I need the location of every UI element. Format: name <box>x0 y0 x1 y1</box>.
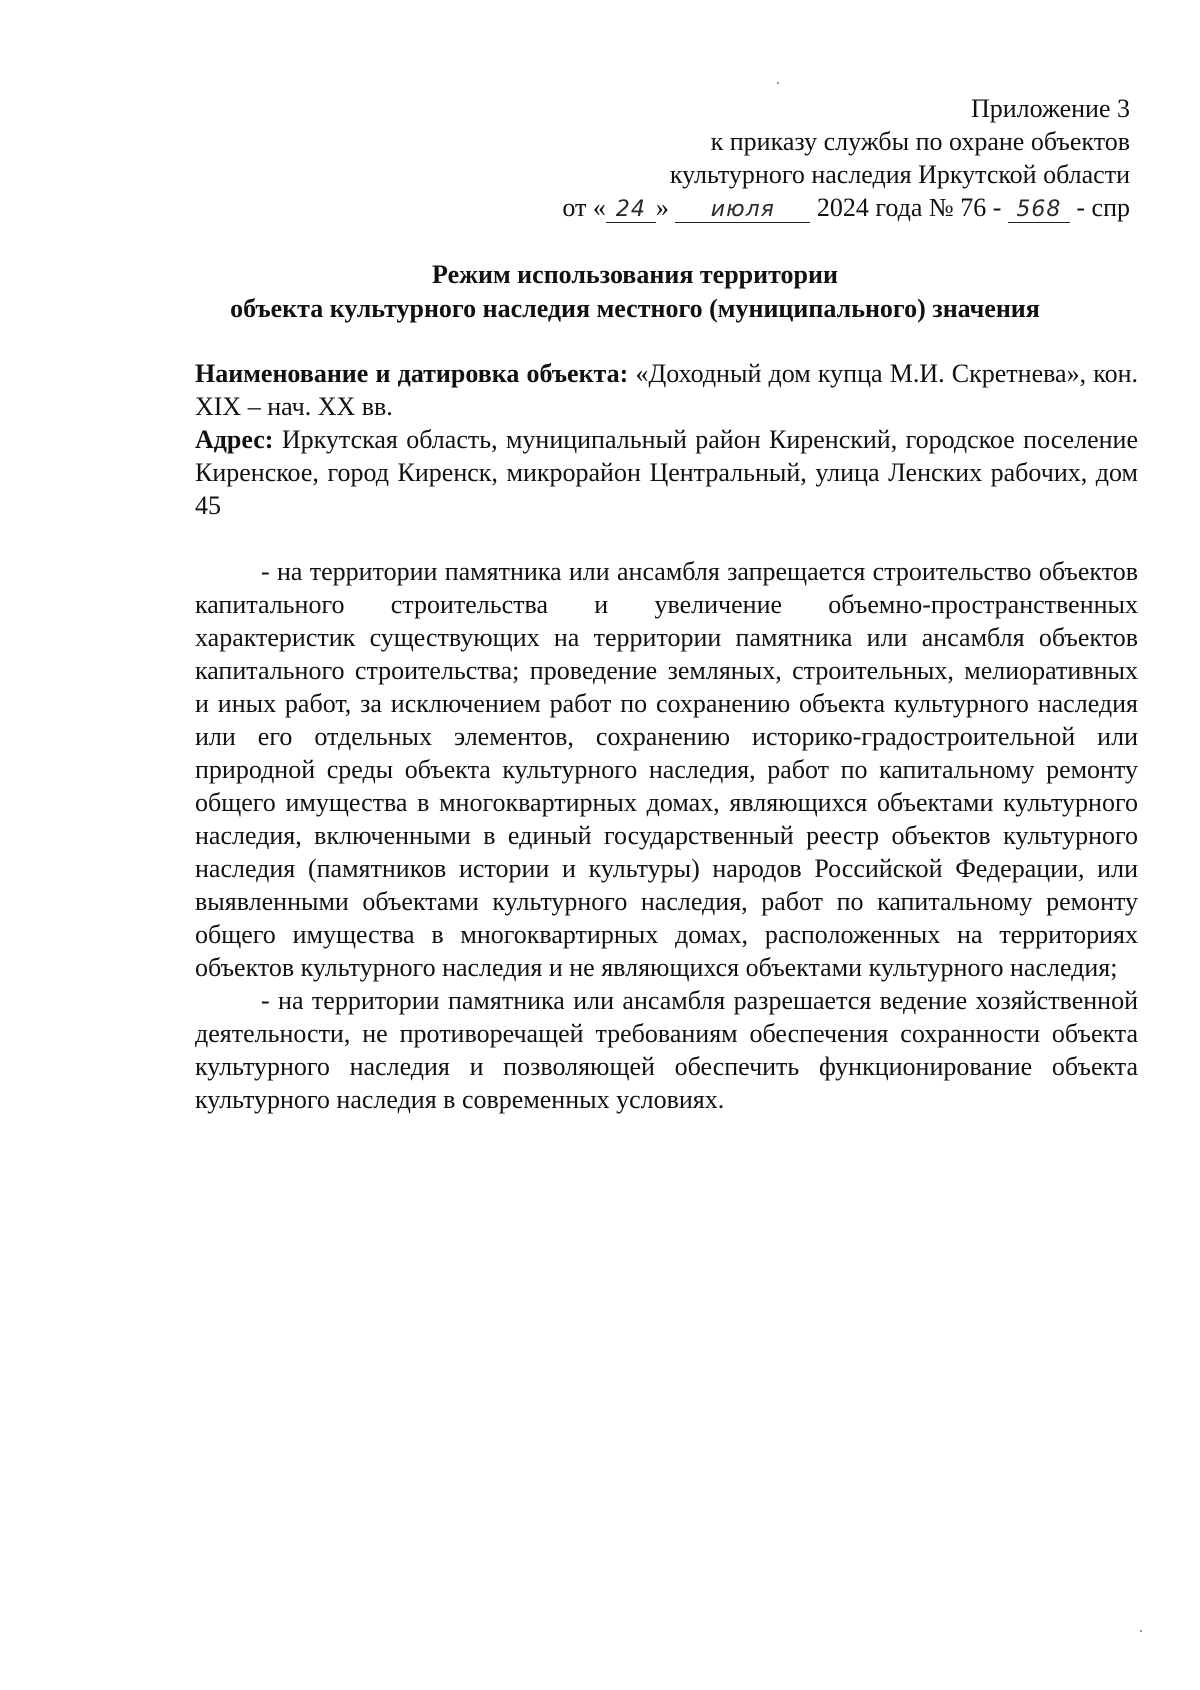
object-address-paragraph <box>195 423 1138 522</box>
order-year-number: 2024 года № 76 - <box>816 193 1002 222</box>
appendix-order-reference: к приказу службы по охране объектов <box>710 127 1130 156</box>
appendix-authority: культурного наследия Иркутской области <box>669 160 1130 189</box>
order-day-handwritten: 24 <box>606 198 656 223</box>
order-suffix: - спр <box>1076 193 1130 222</box>
spacer <box>195 522 1138 555</box>
order-prefix: от « <box>562 193 606 222</box>
scan-speck <box>1140 1630 1142 1632</box>
appendix-header <box>562 92 1130 224</box>
title-line-2: объекта культурного наследия местного (муниципального) значения <box>230 294 1040 323</box>
rule-permission: - на территории памятника или ансамбля разрешается ведение хозяйственной деятельности, не противоречащей требованиям обеспечения сохранности объекта культурного наследия и позволяющей обеспечить функционирование объекта культурного наследия в современных условиях. <box>195 986 1138 1114</box>
document-body <box>195 357 1138 1116</box>
object-address-label: Адрес: <box>195 425 274 454</box>
object-name-value: «Доходный дом купца М.И. Скретнева», кон. XIX – нач. XX вв. <box>195 359 1138 421</box>
rule-prohibition: - на территории памятника или ансамбля запрещается строительство объектов капитального строительства и увеличение объемно-пространственных характеристик существующих на территории памятника или ансамбля объектов капитального строительства; проведение земляных, строительных, мелиоративных и иных работ, за исключением работ по сохранению объекта культурного наследия или его отдельных элементов, сохранению историко-градостроительной или природной среды объекта культурного наследия, работ по капитальному ремонту общего имущества в многоквартирных домах, являющихся объектами культурного наследия, включенными в единый государственный реестр объектов культурного наследия (памятников истории и культуры) народов Российской Федерации, или выявленными объектами культурного наследия, работ по капитальному ремонту общего имущества в многоквартирных домах, расположенных на территориях объектов культурного наследия и не являющихся объектами культурного наследия; <box>195 557 1138 982</box>
order-date-line <box>562 191 1130 224</box>
object-name-paragraph <box>195 357 1138 423</box>
scan-speck <box>777 82 779 84</box>
document-title <box>180 258 1090 326</box>
order-month-handwritten: июля <box>675 198 810 223</box>
object-address-value: Иркутская область, муниципальный район Киренский, городское поселение Киренское, город Киренск, микрорайон Центральный, улица Ленских рабочих, дом 45 <box>195 425 1139 520</box>
order-quote-close: » <box>655 193 669 222</box>
appendix-title: Приложение 3 <box>970 94 1130 123</box>
title-line-1: Режим использования территории <box>432 260 838 289</box>
object-name-label: Наименование и датировка объекта: <box>195 359 629 388</box>
order-number-handwritten: 568 <box>1008 198 1070 223</box>
